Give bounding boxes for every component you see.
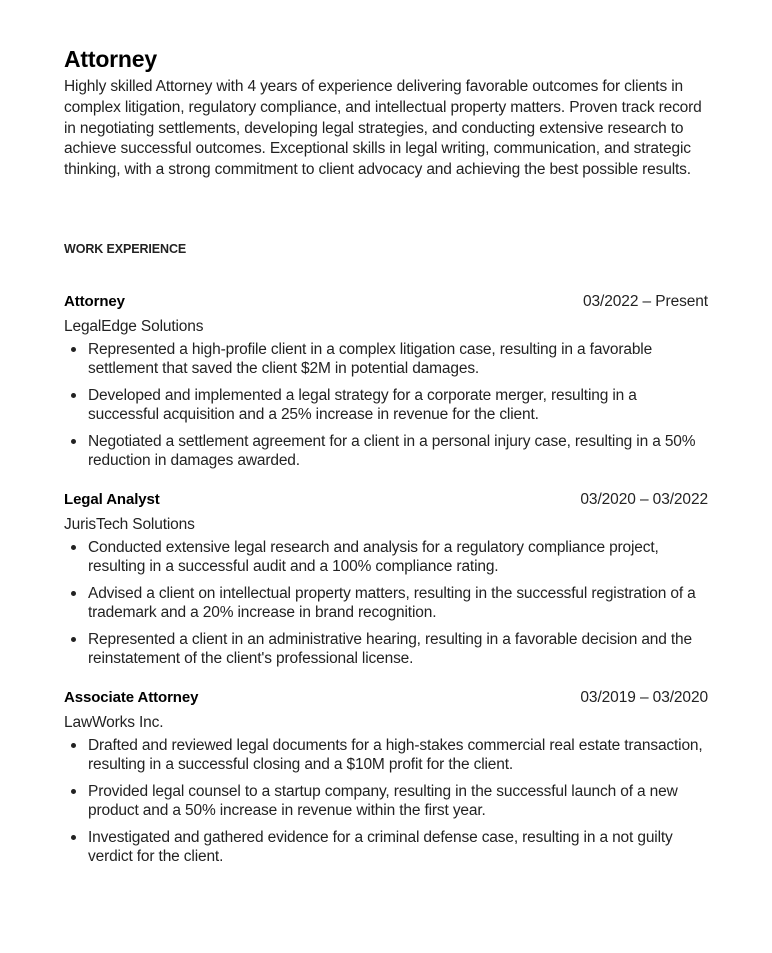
company-name: JurisTech Solutions <box>64 516 195 533</box>
achievement-text: Negotiated a settlement agreement for a client in a personal injury case, resulting in a 50% reduction in damages awarded. <box>88 433 696 469</box>
job-header <box>64 491 708 513</box>
achievement-text: Conducted extensive legal research and analysis for a regulatory compliance project, resulting in a successful audit and a 100% compliance rating. <box>88 539 659 575</box>
achievement-text: Represented a high-profile client in a complex litigation case, resulting in a favorable settlement that saved the client $2M in potential damages. <box>88 341 653 377</box>
bullet-icon <box>71 393 76 398</box>
achievement-item <box>64 584 708 622</box>
job-header <box>64 293 708 315</box>
professional-summary: Highly skilled Attorney with 4 years of experience delivering favorable outcomes for clients in complex litigation, regulatory compliance, and intellectual property matters. Proven track record in negotiating settlements, developing legal strategies, and conducting extensive research to achieve successful outcomes. Exceptional skills in legal writing, communication, and strategic thinking, with a strong commitment to client advocacy and achieving the best possible results. <box>64 78 702 179</box>
bullet-icon <box>71 591 76 596</box>
achievement-item <box>64 340 708 378</box>
bullet-icon <box>71 835 76 840</box>
bullet-icon <box>71 743 76 748</box>
job-dates: 03/2020 – 03/2022 <box>580 491 708 508</box>
achievement-item <box>64 630 708 668</box>
achievement-item <box>64 828 708 866</box>
job-title: Attorney <box>64 293 125 310</box>
bullet-icon <box>71 545 76 550</box>
achievement-item <box>64 782 708 820</box>
resume-title: Attorney <box>64 46 157 72</box>
job-dates: 03/2022 – Present <box>583 293 708 310</box>
bullet-icon <box>71 347 76 352</box>
job-entry <box>64 689 708 866</box>
job-title: Associate Attorney <box>64 689 199 706</box>
achievement-text: Developed and implemented a legal strategy for a corporate merger, resulting in a successful acquisition and a 25% increase in revenue for the client. <box>88 387 637 423</box>
achievement-text: Drafted and reviewed legal documents for a high-stakes commercial real estate transaction, resulting in a successful closing and a $10M profit for the client. <box>88 737 703 773</box>
work-experience-heading: WORK EXPERIENCE <box>64 242 187 256</box>
achievement-text: Advised a client on intellectual property matters, resulting in the successful registration of a trademark and a 20% increase in brand recognition. <box>88 585 696 621</box>
achievement-text: Investigated and gathered evidence for a criminal defense case, resulting in a not guilty verdict for the client. <box>88 829 673 865</box>
job-entry <box>64 293 708 470</box>
achievement-item <box>64 736 708 774</box>
company-name: LawWorks Inc. <box>64 714 164 731</box>
achievement-item <box>64 432 708 470</box>
achievement-item <box>64 538 708 576</box>
achievement-text: Represented a client in an administrative hearing, resulting in a favorable decision and the reinstatement of the client's professional license. <box>88 631 692 667</box>
resume-page <box>64 44 708 865</box>
job-header <box>64 689 708 711</box>
achievement-item <box>64 386 708 424</box>
job-achievements <box>64 340 708 470</box>
company-name: LegalEdge Solutions <box>64 318 204 335</box>
job-dates: 03/2019 – 03/2020 <box>580 689 708 706</box>
bullet-icon <box>71 439 76 444</box>
job-achievements <box>64 736 708 866</box>
bullet-icon <box>71 789 76 794</box>
job-achievements <box>64 538 708 668</box>
job-entry <box>64 491 708 668</box>
achievement-text: Provided legal counsel to a startup company, resulting in the successful launch of a new product and a 50% increase in revenue within the first year. <box>88 783 678 819</box>
job-title: Legal Analyst <box>64 491 160 508</box>
bullet-icon <box>71 637 76 642</box>
work-experience-list <box>64 293 708 887</box>
